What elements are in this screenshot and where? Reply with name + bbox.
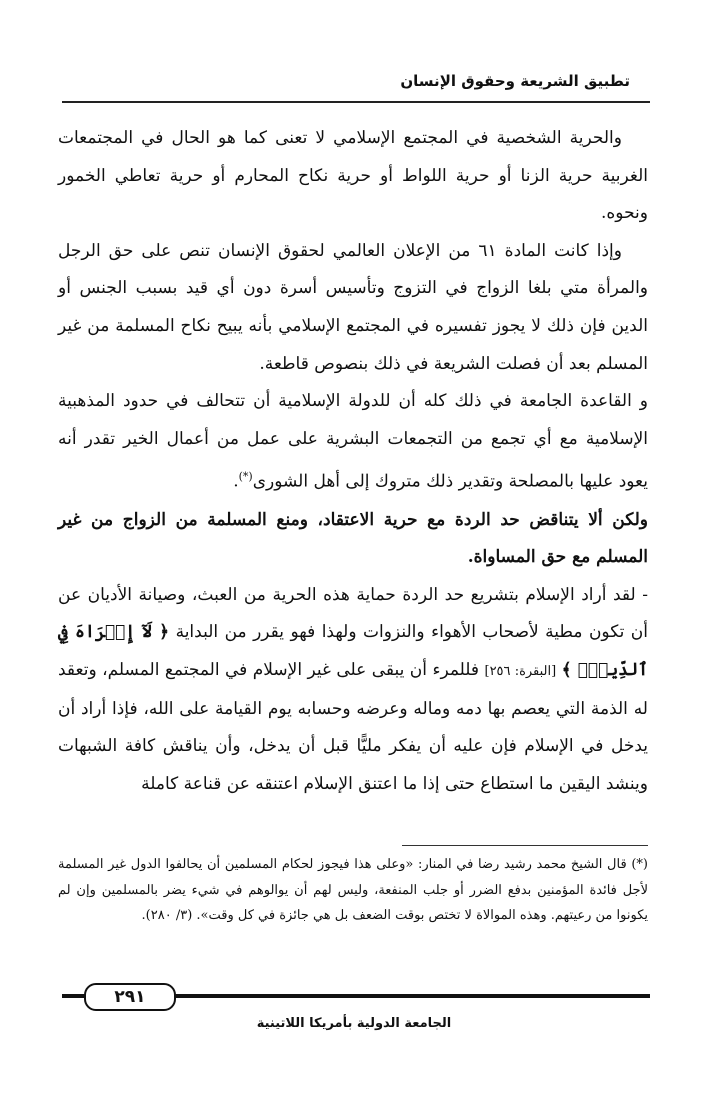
quran-verse: ﴿ لَآ إِكۡرَاهَ فِي ٱلدِّينِۖ ﴾ — [58, 622, 649, 680]
verse-reference: [البقرة: ٢٥٦] — [484, 663, 557, 679]
running-footer: الجامعة الدولية بأمريكا اللاتينية — [256, 1016, 452, 1031]
header-rule — [62, 101, 650, 103]
page-number: ٢٩١ — [84, 983, 176, 1011]
paragraph-1: والحرية الشخصية في المجتمع الإسلامي لا تعنى كما هو الحال في المجتمعات الغربية حرية الزنا أو حرية اللواط أو حرية نكاح المحارم أو حرية تعاطي الخمور ونحوه. — [58, 128, 648, 224]
footnote-rule — [402, 845, 648, 846]
paragraph-2: وإذا كانت المادة ٦١ من الإعلان العالمي لحقوق الإنسان تنص على حق الرجل والمرأة متي بلغا الزواج في التزوج وتأسيس أسرة دون أي قيد بسبب الجنس أو الدين فإن ذلك لا يجوز تفسيره في المجتمع الإسلامي بأنه يبيح نكاح المسلمة من غير المسلم بعد أن فصلت الشريعة في ذلك بنصوص قاطعة. — [58, 240, 648, 374]
paragraph-3: و القاعدة الجامعة في ذلك كله أن للدولة الإسلامية أن تتحالف في حدود المذهبية الإسلامية مع أي تجمع من التجمعات البشرية على عمل من أعمال الخير تقدر أنه يعود عليها بالمصلحة وتقدير ذلك متروك إلى أهل الشورى(*). — [58, 391, 648, 492]
footnote — [58, 852, 648, 929]
running-header: تطبيق الشريعة وحقوق الإنسان — [400, 72, 630, 90]
main-text — [58, 120, 648, 803]
paragraph-3-text: و القاعدة الجامعة في ذلك كله أن للدولة الإسلامية أن تتحالف في حدود المذهبية الإسلامية مع أي تجمع من التجمعات البشرية على عمل من أعمال الخير تقدر أنه يعود عليها بالمصلحة وتقدير ذلك متروك إلى أهل الشورى — [58, 391, 648, 492]
footnote-text: (*) قال الشيخ محمد رشيد رضا في المنار: «وعلى هذا فيجوز لحكام المسلمين أن يحالفوا الدول غير المسلمة لأجل فائدة المؤمنين بدفع الضرر أو جلب المنفعة، وليس لهم أن يوالوهم في شيء يضر بالمسلمين وإن لم يكونوا من رعيتهم. وهذه الموالاة لا تختص بوقت الضعف بل هي جائزة في كل وقت». (٣/ ٢٨٠). — [58, 857, 648, 923]
paragraph-4: ولكن ألا يتناقض حد الردة مع حرية الاعتقاد، ومنع المسلمة من الزواج من غير المسلم مع حق المساواة. — [58, 509, 648, 568]
paragraph-5 — [58, 577, 648, 804]
footnote-marker: (*) — [238, 470, 253, 484]
paragraph-5-start: - لقد أراد الإسلام بتشريع حد الردة حماية هذه الحرية من العبث، وصيانة الأديان عن أن تكون مطية لأصحاب الأهواء والنزوات ولهذا فهو يقرر من البداية — [58, 584, 649, 643]
paragraph-5-end: فللمرء أن يبقى على غير الإسلام في المجتمع المسلم، وتعقد له الذمة التي يعصم بها دمه وماله وعرضه وحسابه يوم القيامة على الله، فإذا أراد أن يدخل في الإسلام فإن عليه أن يفكر مليًّا قبل أن يدخل، وأن يناقش كافة الشبهات وينشد اليقين ما استطاع حتى إذا ما اعتنق الإسلام اعتنقه عن قناعة كاملة — [58, 659, 648, 794]
